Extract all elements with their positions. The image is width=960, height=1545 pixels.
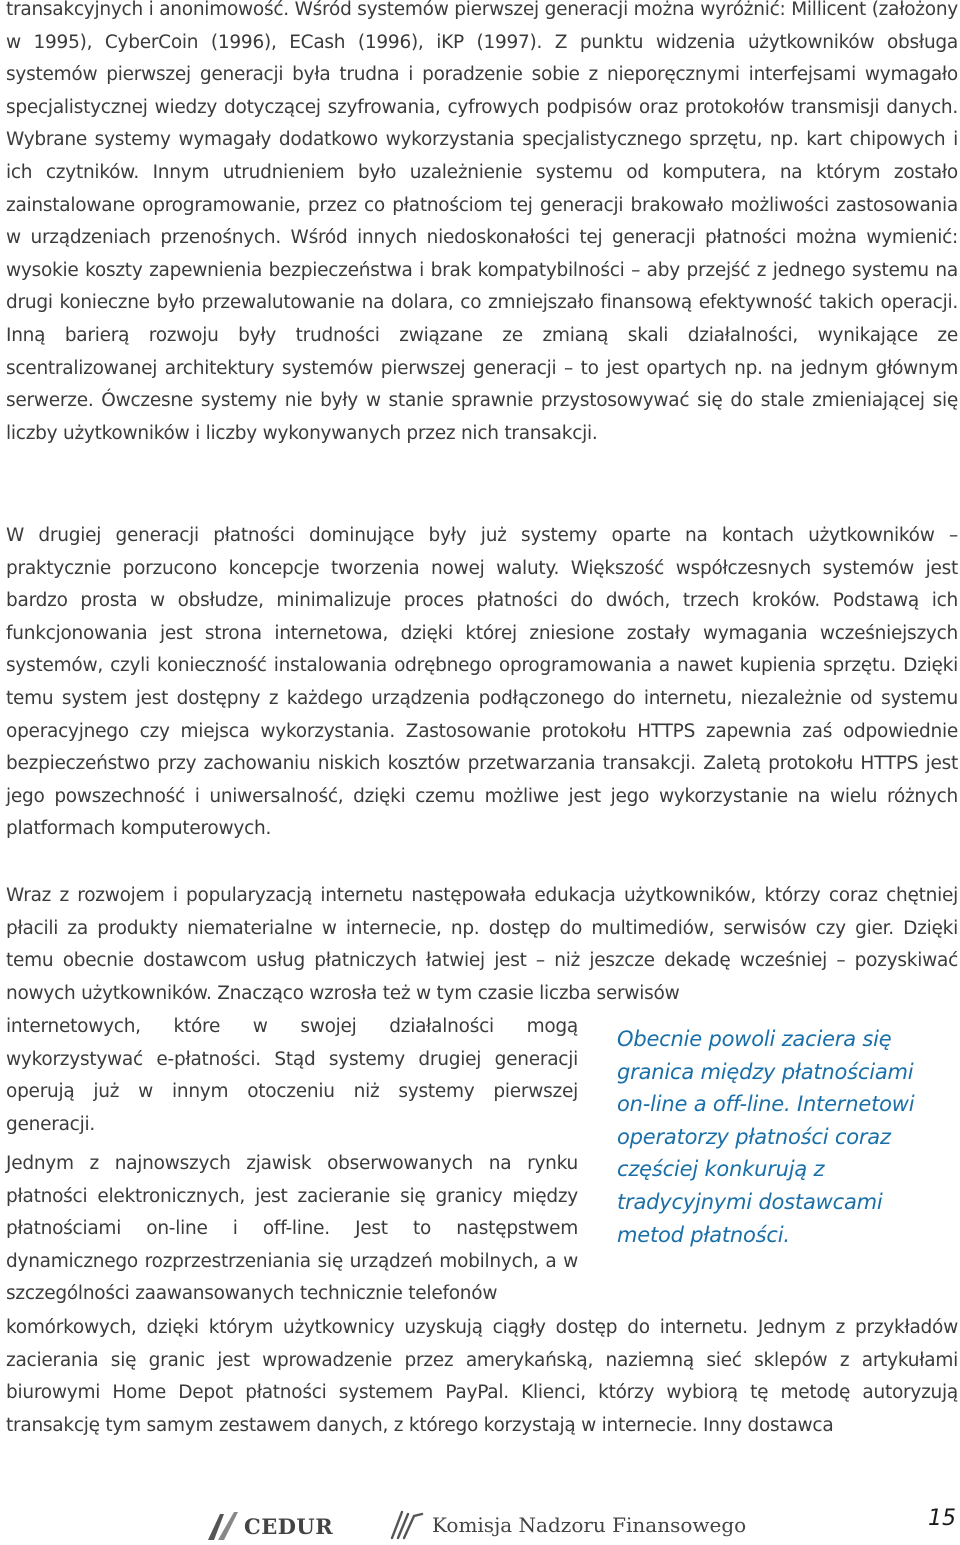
pull-quote: Obecnie powoli zaciera się granica między płatnościami on-line a off-line. Internetowi operatorzy płatności coraz częściej konkurują z tradycyjnymi dostawcami metod płatności. xyxy=(617,1027,915,1247)
cedur-mark-icon xyxy=(206,1510,240,1542)
cedur-logo-text: CEDUR xyxy=(244,1513,334,1539)
knf-logo-text: Komisja Nadzoru Finansowego xyxy=(432,1513,747,1537)
body-paragraph-1: transakcyjnych i anonimowość. Wśród systemów pierwszej generacji można wyróżnić: Millicent (założony w 1995), CyberCoin (1996), ECash (1996), iKP (1997). Z punktu widzenia użytkowników obsługa systemów pierwszej generacji była trudna i poradzenie sobie z nieporęcznymi interfejsami wymagało specjalistycznej wiedzy dotyczącej szyfrowania, cyfrowych podpisów oraz protokołów transmisji danych. Wybrane systemy wymagały dodatkowo wykorzystania specjalistycznego sprzętu, np. kart chipowych i ich czytników. Innym utrudnieniem było uzależnienie systemu od komputera, na którym zostało zainstalowane oprogramowanie, przez co płatnościom tej generacji brakowało możliwości zastosowania w urządzeniach przenośnych. Wśród innych niedoskonałości tej generacji płatności można wymienić: wysokie koszty zapewnienia bezpieczeństwa i brak kompatybilności – aby przejść z jednego systemu na drugi konieczne było przewalutowanie na dolara, co zmniejszało finansową efektywność takich operacji. Inną barierą rozwoju były trudności związane ze zmianą skali działalności, wynikające ze scentralizowanej architektury systemów pierwszej generacji – to jest opartych np. na jednym głównym serwerze. Ówczesne systemy nie były w stanie sprawnie przystosowywać się do stale zmieniającej się liczby użytkowników i liczby wykonywanych przez nich transakcji. xyxy=(6,0,958,444)
page-number: 15 xyxy=(928,1506,956,1531)
knf-logo xyxy=(388,1508,746,1542)
cedur-logo xyxy=(206,1510,333,1542)
body-paragraph-4: Jednym z najnowszych zjawisk obserwowanych na rynku płatności elektronicznych, jest zacieranie się granicy między płatnościami on-line i off-line. Jest to następstwem dynamicznego rozprzestrzeniania się urządzeń mobilnych, a w szczególności zaawansowanych technicznie telefonów xyxy=(6,1153,578,1305)
body-paragraph-4-continued: komórkowych, dzięki którym użytkownicy uzyskują ciągły dostęp do internetu. Jednym z przykładów zacierania się granic jest wprowadzenie przez amerykańską, naziemną sieć sklepów z artykułami biurowymi Home Depot płatności systemem PayPal. Klienci, którzy wybiorą tę metodę autoryzują transakcję tym samym zestawem danych, z którego korzystają w internecie. Inny dostawca xyxy=(6,1317,958,1436)
body-paragraph-3: Wraz z rozwojem i popularyzacją internetu następowała edukacja użytkowników, którzy coraz chętniej płacili za produkty niematerialne w internecie, np. dostęp do multimediów, serwisów czy gier. Dzięki temu obecnie dostawcom usług płatniczych łatwiej jest – niż jeszcze dekadę wcześniej – pozyskiwać nowych użytkowników. Znacząco wzrosła też w tym czasie liczba serwisów xyxy=(6,885,958,1004)
knf-mark-icon xyxy=(388,1508,426,1542)
body-paragraph-2: W drugiej generacji płatności dominujące były już systemy oparte na kontach użytkowników – praktycznie porzucono koncepcje tworzenia nowej waluty. Większość współczesnych systemów jest bardzo prosta w obsłudze, minimalizuje proces płatności do dwóch, trzech kroków. Podstawą ich funkcjonowania jest strona internetowa, dzięki której zniesione zostały wymagania wcześniejszych systemów, czyli konieczność instalowania odrębnego oprogramowania a nawet kupienia sprzętu. Dzięki temu system jest dostępny z każdego urządzenia podłączonego do internetu, niezależnie od systemu operacyjnego czy miejsca wykorzystania. Zastosowanie protokołu HTTPS zapewnia zaś odpowiednie bezpieczeństwo przy zachowaniu niskich kosztów przetwarzania transakcji. Zaletą protokołu HTTPS jest jego powszechność i uniwersalność, dzięki czemu możliwe jest jego wykorzystanie na wielu różnych platformach komputerowych. xyxy=(6,525,958,840)
body-paragraph-3-continued: internetowych, które w swojej działalności mogą wykorzystywać e-płatności. Stąd systemy drugiej generacji operują już w innym otoczeniu niż systemy pierwszej generacji. xyxy=(6,1016,578,1135)
page-footer xyxy=(0,1500,960,1545)
